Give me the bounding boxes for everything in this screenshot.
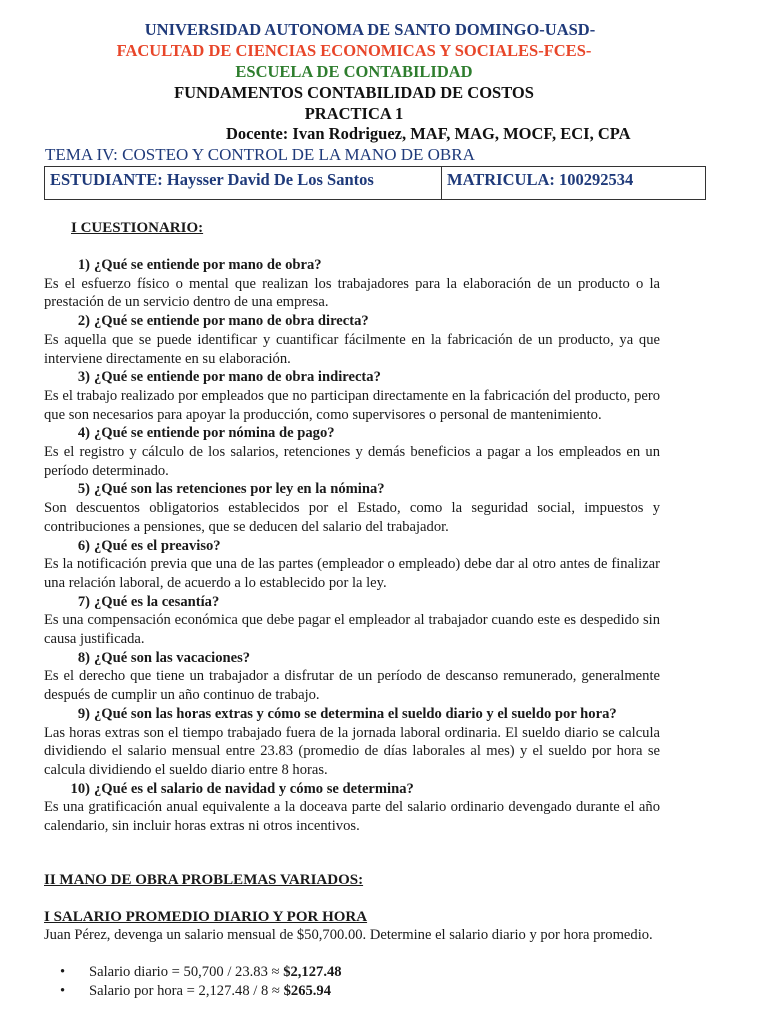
question-number: 3) [77,369,90,386]
question-text [44,424,660,443]
question-label: ¿Qué son las vacaciones? [94,649,251,666]
answer-text: Es una compensación económica que debe pagar el empleador al trabajador cuando este es despedido sin causa justificada. [44,612,660,648]
question-text [44,649,660,668]
question-number: 5) [77,481,90,498]
question-item [44,593,660,649]
question-label: ¿Qué se entiende por mano de obra indirecta? [94,369,381,386]
question-label: ¿Qué se entiende por mano de obra directa? [94,313,369,330]
question-text [44,256,660,275]
question-item [44,649,660,705]
enrollment-cell: MATRICULA: 100292534 [447,170,634,189]
bullet-text: Salario por hora = 2,127.48 / 8 ≈ [89,982,280,999]
school-title: ESCUELA DE CONTABILIDAD [235,62,473,81]
results-list [60,963,342,1000]
answer-text: Las horas extras son el tiempo trabajado fuera de la jornada laboral ordinaria. El sueldo diario se calcula dividiendo el salario mensual entre 23.83 (promedio de días laborales al mes) y el sueldo por hora se calcula dividiendo el sueldo diario entre 8 horas. [44,724,660,778]
question-number: 8) [77,649,90,666]
question-text [44,780,660,799]
question-item [44,480,660,536]
answer-text: Es el derecho que tiene un trabajador a disfrutar de un período de descanso remunerado, generalmente después de cumplir un año continuo de trabajo. [44,668,660,704]
bullet-icon: • [60,982,66,999]
question-label: ¿Qué se entiende por nómina de pago? [94,425,335,442]
question-number: 9) [77,705,90,722]
question-label: ¿Qué son las retenciones por ley en la nómina? [94,481,385,498]
question-number: 2) [77,313,90,330]
topic-heading: TEMA IV: COSTEO Y CONTROL DE LA MANO DE OBRA [45,145,475,164]
question-number: 6) [77,537,90,554]
course-title: FUNDAMENTOS CONTABILIDAD DE COSTOS [174,83,534,102]
answer-text: Es el registro y cálculo de los salarios, retenciones y demás beneficios a pagar a los empleados en un período determinado. [44,444,660,479]
question-item [44,424,660,480]
answer-text: Es el esfuerzo físico o mental que realizan los trabajadores para la elaboración de un producto o la prestación de un servicio dentro de una empresa. [44,275,660,311]
bullet-result: $2,127.48 [283,964,342,980]
question-label: ¿Qué es el preaviso? [94,537,221,554]
question-text [44,705,660,724]
answer-text: Es una gratificación anual equivalente a la doceava parte del salario ordinario devengado durante el año calendario, sin incluir horas extras ni otros incentivos. [44,799,660,835]
answer-text: Es el trabajo realizado por empleados que no participan directamente en la fabricación del producto, pero que son necesarios para apoyar la producción, como supervisores o personal de mantenimiento. [44,387,660,423]
list-item [60,963,342,982]
question-item [44,368,660,424]
question-item [44,537,660,593]
question-label: ¿Qué son las horas extras y cómo se determina el sueldo diario y el sueldo por hora? [94,705,617,722]
answer-text: Es aquella que se puede identificar y cuantificar fácilmente en la fabricación de un producto, ya que interviene directamente en su elaboración. [44,331,660,367]
question-text [44,368,660,387]
question-item [44,312,660,368]
salary-subheading: I SALARIO PROMEDIO DIARIO Y POR HORA [44,909,368,925]
question-label: ¿Qué es el salario de navidad y cómo se determina? [94,780,414,797]
question-text [44,537,660,556]
bullet-text: Salario diario = 50,700 / 23.83 ≈ [89,964,280,980]
question-item [44,256,660,312]
question-label: ¿Qué se entiende por mano de obra? [94,257,322,273]
list-item [60,982,342,1001]
question-number: 1) [77,257,90,273]
bullet-result: $265.94 [283,982,332,999]
student-info-table [44,166,706,200]
question-number: 4) [77,425,90,442]
question-number: 10) [70,780,90,797]
bullet-icon: • [60,964,66,980]
question-item [44,780,660,836]
question-label: ¿Qué es la cesantía? [94,593,220,610]
question-text [44,593,660,612]
answer-text: Es la notificación previa que una de las partes (empleador o empleado) debe dar al otro antes de finalizar una relación laboral, de acuerdo a lo establecido por la ley. [44,556,660,591]
practice-title: PRACTICA 1 [304,104,404,123]
question-item [44,705,660,780]
teacher-line: Docente: Ivan Rodriguez, MAF, MAG, MOCF, ECI, CPA [226,124,631,143]
question-list [44,256,660,836]
question-number: 7) [77,593,90,610]
question-text [44,312,660,331]
answer-text: Son descuentos obligatorios establecidos por el Estado, como la seguridad social, impuestos y contribuciones a pensiones, que se deducen del salario del trabajador. [44,500,660,535]
problems-heading: II MANO DE OBRA PROBLEMAS VARIADOS: [44,872,364,888]
faculty-title: FACULTAD DE CIENCIAS ECONOMICAS Y SOCIALES-FCES- [116,41,592,60]
problem-statement: Juan Pérez, devenga un salario mensual de $50,700.00. Determine el salario diario y por hora promedio. [44,927,653,943]
question-text [44,480,660,499]
university-title: UNIVERSIDAD AUTONOMA DE SANTO DOMINGO-UASD- [144,20,596,39]
student-name-cell: ESTUDIANTE: Haysser David De Los Santos [45,167,442,199]
questionnaire-heading: I CUESTIONARIO: [71,220,204,236]
